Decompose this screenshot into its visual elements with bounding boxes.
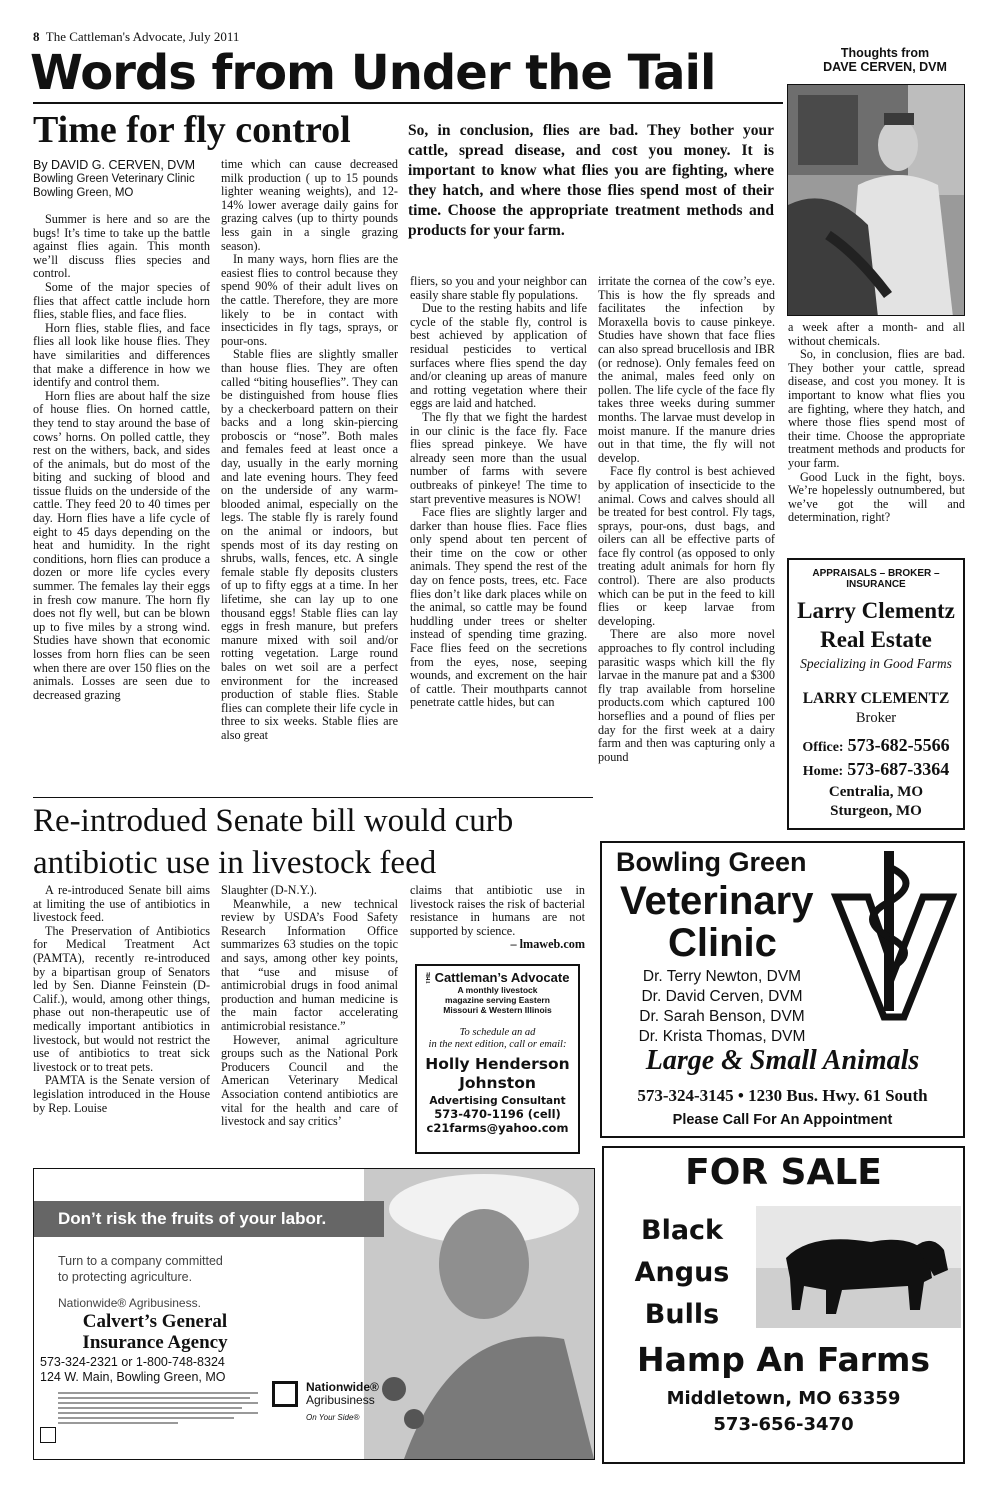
- paragraph: The Preservation of Antibiotics for Medical Treatment Act (PAMTA), recently re-introduced by a bipartisan group of Senators led by Sen. Dianne Feinstein (D-Calif.), would, among other things, phase out non-therapeutic use of medically important antibiotics in livestock, but would not restrict the use of antibiotics to treat sick livestock or to treat pets.: [33, 923, 210, 1074]
- article1-column-4: [598, 275, 775, 825]
- article2-headline: [33, 800, 613, 884]
- ad-realestate-tagline: Specializing in Good Farms: [800, 656, 952, 671]
- paragraph: a week after a month- and all without chemicals.: [788, 321, 965, 348]
- nationwide-eagle-icon: [272, 1381, 298, 1407]
- ad-insurance: [33, 1168, 595, 1460]
- headline-line: Re-introdued Senate bill would curb: [33, 803, 514, 839]
- turn-line: Turn to a company committed: [58, 1254, 223, 1268]
- equal-housing-icon: [40, 1427, 56, 1443]
- ad-insurance-phones: 573-324-2321 or 1-800-748-8324: [40, 1355, 225, 1369]
- headline-line: antibiotic use in livestock feed: [33, 845, 437, 881]
- ad-realestate-city: Centralia, MO: [828, 784, 924, 800]
- header-rule: [33, 102, 783, 104]
- ad-realestate-office: [789, 735, 963, 756]
- paragraph: A re-introduced Senate bill aims at limiting the use of antibiotics in livestock feed.: [33, 884, 210, 925]
- ad-advocate-title: Advertising Consultant: [429, 1095, 566, 1107]
- thoughts-credit: [790, 46, 980, 74]
- paragraph: Meanwhile, a new technical review by USDA’s Food Safety Research Information Office summarizes 63 studies on the topic and says, among other key points, that “use and misuse of antimicrobial drugs in food animal production and human medicine is the main factor accelerating antimicrobial resistance.”: [221, 896, 398, 1033]
- paragraph: Stable flies are slightly smaller than house flies. They are often called “biting houseflies”. They can be distinguished from house flies by a checkerboard pattern on their backs and a long skin-piercing proboscis or “nose”. Both males and females feed at least once a day, usually in the early morning and late evening hours. They feed on the underside of any warm-blooded animal, especially on the legs. The stable fly is rarely found on the animal or indoors, but spends most of its day resting on shrubs, walls, fences, etc. A single female stable fly deposits clusters of up to fifty eggs at a time. In her lifetime, she can lay up to one thousand eggs! Stable flies can lay eggs in fresh manure, but prefers manure mixed with soil and/or rotting vegetation. Large round bales on wet soil are a perfect environment for the increased production of stable flies. Stable flies can complete their life cycle in three to six weeks. Stable flies are also great: [221, 347, 398, 742]
- paragraph: irritate the cornea of the cow’s eye. This is how the fly spreads and facilitates the infection by Moraxella bovis to cause pinkeye. Studies have shown that face flies can also spread brucellosis and IBR (or rednose). Only females feed on the animal, males feed only on pollen. The life cycle of the face fly takes three weeks during summer months. The larvae must develop in moist manure. If the manure dries out in that time, the fly will not develop.: [598, 275, 775, 465]
- logo-line: Nationwide®: [306, 1380, 379, 1394]
- ad-insurance-logo: [306, 1381, 379, 1407]
- ad-sale-farm: Hamp An Farms: [636, 1340, 931, 1379]
- section-rule: [33, 797, 593, 798]
- ad-vet-line3: Clinic: [668, 921, 777, 965]
- doctor-name: Dr. Krista Thomas, DVM: [638, 1028, 806, 1045]
- ad-vet-line2: Veterinary: [620, 879, 814, 923]
- paragraph: Due to the resting habits and life cycle of the stable fly, control is best achieved by application of residual pesticides to vertical surfaces where flies spend the day and/or cleaning up areas of manure and rotting vegetation where their eggs are laid and hatched.: [410, 301, 587, 411]
- ad-vet-tagline: Large & Small Animals: [645, 1045, 920, 1076]
- affiliation: Bowling Green Veterinary Clinic: [33, 173, 195, 185]
- agency-line: Calvert’s General: [82, 1311, 228, 1332]
- ad-insurance-turn: [58, 1253, 223, 1285]
- ad-vet-clinic: [600, 841, 965, 1138]
- paragraph: Summer is here and so are the bugs! It’s time to take up the battle against flies again. This month we’ll discuss flies species and control.: [33, 213, 210, 281]
- ad-sale-heading: FOR SALE: [685, 1152, 882, 1193]
- page-number: 8: [33, 29, 40, 44]
- ad-realestate-top: APPRAISALS – BROKER – INSURANCE: [812, 568, 940, 590]
- doctor-name: Dr. Terry Newton, DVM: [642, 968, 802, 985]
- ad-for-sale: [602, 1146, 965, 1464]
- home-label: Home:: [802, 764, 844, 779]
- caduceus-logo: [828, 847, 958, 1022]
- ad-advocate: [415, 964, 580, 1154]
- ad-insurance-agency: [40, 1311, 270, 1353]
- ad-advocate-schedule: [420, 1027, 575, 1051]
- paragraph: Some of the major species of flies that affect cattle include horn flies, stable flies, and face flies.: [33, 279, 210, 322]
- schedule-line: in the next edition, call or email:: [428, 1039, 567, 1050]
- home-phone: 573-687-3364: [847, 759, 950, 779]
- article2-column-3: [410, 884, 585, 959]
- ad-sale-city: Middletown, MO 63359: [666, 1388, 901, 1409]
- article1-headline: Time for fly control: [33, 109, 351, 151]
- ad-vet-cta: Please Call For An Appointment: [672, 1112, 893, 1128]
- ad-advocate-email: c21farms@yahoo.com: [426, 1121, 569, 1135]
- ad-vet-doctors: [612, 967, 832, 1047]
- paragraph: Good Luck in the fight, boys. We’re hopelessly outnumbered, but we’ve got the will and determination, right?: [788, 469, 965, 525]
- article1-column-3: [410, 275, 587, 793]
- paragraph: Face flies are slightly larger and darker than house flies. Face flies only spend about ten percent of their time on the cow or other animals. They spend the rest of the day on fence posts, trees, etc. Face flies don’t like dark places while on the animal, so cattle may be found huddling under trees or shelter instead of spending time grazing. Face flies feed on the secretions from the eyes, nose, seeping wounds, and excrement on the hair of cattle. Their mouthparts cannot penetrate cattle hides, but can: [410, 505, 587, 710]
- ad-insurance-fineprint: [58, 1389, 258, 1449]
- publication-line: The Cattleman's Advocate, July 2011: [45, 29, 240, 44]
- pullquote: So, in conclusion, flies are bad. They bother your cattle, spread disease, and cost you money. It is important to know what flies you are fighting, where they hatch, and where those flies spend most of their time. Choose the appropriate treatment methods and products for your farm.: [408, 122, 774, 239]
- tagline-line: Missouri & Western Illinois: [443, 1005, 552, 1015]
- schedule-line: To schedule an ad: [459, 1027, 536, 1038]
- contact-name: Johnston: [459, 1074, 536, 1092]
- office-phone: 573-682-5566: [847, 735, 950, 755]
- office-label: Office:: [802, 740, 844, 755]
- location: Bowling Green, MO: [33, 187, 134, 199]
- ad-realestate-person: LARRY CLEMENTZ: [802, 690, 950, 707]
- ad-advocate-prefix: THE: [425, 971, 432, 984]
- paragraph: The fly that we fight the hardest in our clinic is the face fly. Face flies spread pinkeye. We have already seen more than the usual number of farms with severe outbreaks of pinkeye! The time to start preventive measures is NOW!: [410, 409, 587, 506]
- article1-byline: [33, 158, 213, 200]
- ad-vet-contact: 573-324-3145 • 1230 Bus. Hwy. 61 South: [637, 1086, 928, 1105]
- byline: By DAVID G. CERVEN, DVM: [33, 158, 196, 172]
- paragraph: Horn flies, stable flies, and face flies all look like house flies. They have similarities and differences that make a difference in how we identify and control them.: [33, 320, 210, 390]
- article2-source: – lmaweb.com: [510, 937, 585, 952]
- paragraph: fliers, so you and your neighbor can easily share stable fly populations.: [410, 275, 587, 302]
- ad-real-estate: [787, 558, 965, 830]
- ad-realestate-home: [789, 759, 963, 780]
- ad-insurance-slogan: On Your Side®: [306, 1413, 360, 1422]
- ad-realestate-city: Sturgeon, MO: [830, 803, 922, 819]
- article2-column-2: [221, 884, 398, 1161]
- tagline-line: magazine serving Eastern: [445, 995, 550, 1005]
- article2-column-1: [33, 884, 210, 1161]
- bull-photo: [756, 1206, 961, 1328]
- paragraph: time which can cause decreased milk production ( up to 15 pounds lighter weaning weights), and 12-14% lower average daily gains for grazing calves (up to thirty pounds less gain in a single grazing season).: [221, 158, 398, 253]
- ad-realestate-name: Larry Clementz: [797, 598, 955, 623]
- thoughts-line: Thoughts from: [840, 46, 930, 60]
- column-title: Words from Under the Tail: [30, 45, 716, 101]
- ad-realestate-name2: Real Estate: [820, 627, 932, 652]
- paragraph: In many ways, horn flies are the easiest flies to control because they spend 90% of their adult lives on the cattle. Therefore, they are more likely to be in contact with insecticides in fly tags, sprays, or pour-ons.: [221, 252, 398, 348]
- ad-advocate-masthead: [420, 970, 575, 985]
- article1-column-2: [221, 158, 398, 793]
- ad-insurance-banner: Don’t risk the fruits of your labor.: [34, 1201, 384, 1237]
- turn-line: to protecting agriculture.: [58, 1270, 193, 1284]
- doctor-name: Dr. David Cerven, DVM: [641, 988, 803, 1005]
- doctor-name: Dr. Sarah Benson, DVM: [639, 1008, 805, 1025]
- breed-line: Black: [640, 1215, 723, 1246]
- paragraph: There are also more novel approaches to fly control including parasitic wasps which kill the fly larvae in the manure pat and a $300 fly trap available from horseline products.com which captured 100 horseflies and a pound of flies per day for the first week at a dairy farm and then was capturing only a pound: [598, 627, 775, 764]
- tagline-line: A monthly livestock: [457, 985, 538, 995]
- paragraph: Slaughter (D-N.Y.).: [221, 884, 317, 897]
- logo-line: Agribusiness: [306, 1393, 375, 1407]
- breed-line: Bulls: [644, 1299, 720, 1330]
- paragraph: However, animal agriculture groups such as the National Pork Producers Council and the American Veterinary Medical Association contend antibiotics are vital for the health and care of livestock and say critics’: [221, 1032, 398, 1129]
- breed-line: Angus: [634, 1257, 730, 1288]
- paragraph: So, in conclusion, flies are bad. They bother your cattle, spread disease, and cost you money. It is important to know what flies you are fighting, where they hatch, and where those flies spend most of their time. Choose the appropriate treatment methods and products for your farm.: [788, 347, 965, 470]
- ad-sale-phone: 573-656-3470: [713, 1414, 854, 1435]
- author-photo: [787, 84, 965, 316]
- ad-sale-breed: [612, 1210, 752, 1336]
- ad-advocate-phone: 573-470-1196 (cell): [434, 1107, 561, 1121]
- ad-advocate-name: Cattleman’s Advocate: [434, 970, 570, 985]
- ad-insurance-address: 124 W. Main, Bowling Green, MO: [40, 1370, 226, 1384]
- paragraph: claims that antibiotic use in livestock raises the risk of bacterial resistance in humans are not supported by science.: [410, 884, 585, 938]
- paragraph: Face fly control is best achieved by application of insecticide to the animal. Cows and calves should all be treated for best control. Fly tags, sprays, pour-ons, dust bags, and oilers can all be effective parts of face fly control (as opposed to only treating adult animals for horn fly control). There are also products which can be put in the feed to kill flies or keep larvae from developing.: [598, 464, 775, 628]
- paragraph: PAMTA is the Senate version of legislation introduced in the House by Rep. Louise: [33, 1073, 210, 1115]
- ad-advocate-contact: [420, 1055, 575, 1093]
- contact-name: Holly Henderson: [425, 1055, 570, 1073]
- ad-vet-line1: Bowling Green: [616, 847, 807, 877]
- ad-advocate-tagline: [420, 985, 575, 1015]
- article1-column-1: [33, 213, 210, 793]
- article1-column-5: [788, 321, 965, 553]
- ad-insurance-brand: Nationwide® Agribusiness.: [58, 1296, 201, 1310]
- ad-realestate-role: Broker: [855, 710, 897, 726]
- author-name: DAVE CERVEN, DVM: [823, 60, 947, 74]
- agency-line: Insurance Agency: [82, 1332, 228, 1353]
- paragraph: Horn flies are about half the size of house flies. On horned cattle, they tend to stay around the base of cows’ horns. On polled cattle, they rest on the withers, back, and sides of the animals, but do most of the biting and sucking of blood and tissue fluids on the underside of the cattle. They feed 20 to 40 times per day. Horn flies have a life cycle of eight to 45 days depending on the heat and humidity. In the right conditions, horn flies can produce a dozen or more life cycles every summer. The females lay their eggs in fresh cow manure. The horn fly does not fly well, but can be blown up to five miles by a strong wind. Studies have shown that economic losses from horn flies can be seen when there are over 150 flies on the animals. Losses are seen due to decreased grazing: [33, 388, 210, 702]
- page-folio: [33, 29, 239, 45]
